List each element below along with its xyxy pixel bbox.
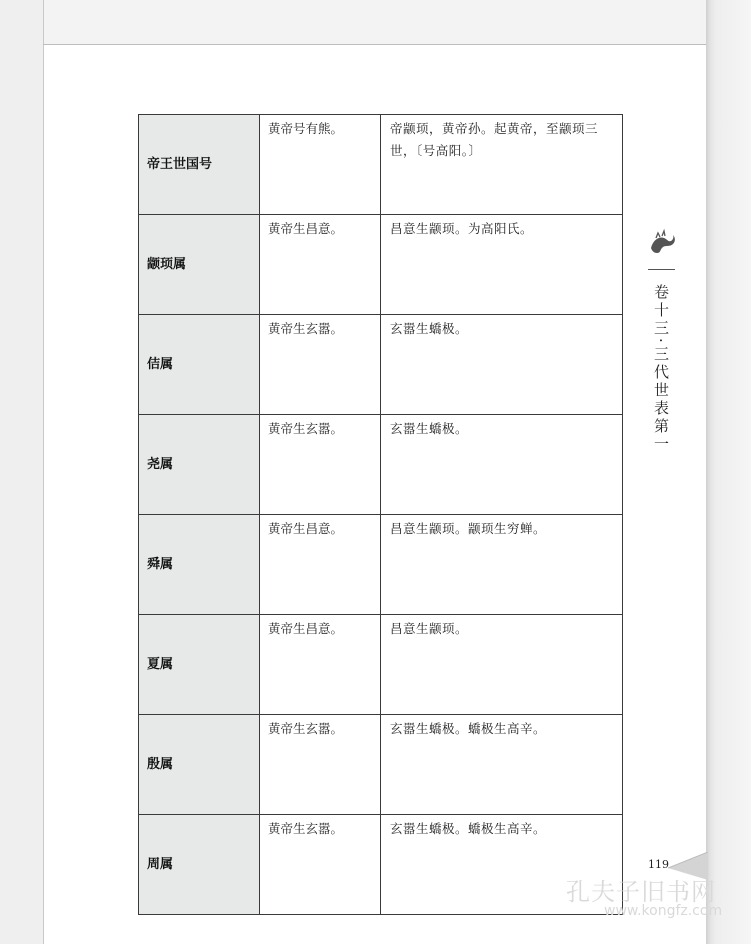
side-rule	[648, 269, 675, 270]
descendant-cell: 昌意生颛顼。	[381, 615, 623, 715]
ancestor-cell: 黄帝生昌意。	[260, 615, 381, 715]
table-row	[139, 315, 623, 415]
descendant-cell: 昌意生颛顼。为高阳氏。	[381, 215, 623, 315]
table-row	[139, 215, 623, 315]
table-row	[139, 715, 623, 815]
ancestor-cell: 黄帝生玄嚣。	[260, 415, 381, 515]
descendant-cell: 玄嚣生蟜极。	[381, 315, 623, 415]
descendant-cell: 昌意生颛顼。颛顼生穷蝉。	[381, 515, 623, 615]
page-top-edge	[43, 44, 708, 45]
ancestor-cell: 黄帝生玄嚣。	[260, 815, 381, 915]
descendant-cell: 玄嚣生蟜极。	[381, 415, 623, 515]
row-header-cell: 佶属	[139, 315, 260, 415]
ancestor-cell: 黄帝生昌意。	[260, 515, 381, 615]
dragon-icon	[647, 228, 677, 258]
table-row	[139, 515, 623, 615]
left-margin	[0, 0, 43, 944]
table-row	[139, 115, 623, 215]
row-header-cell: 殷属	[139, 715, 260, 815]
table-row	[139, 815, 623, 915]
page-right-edge	[706, 0, 751, 944]
row-header-cell: 周属	[139, 815, 260, 915]
volume-title: 卷十三·三代世表第一	[652, 284, 670, 454]
row-header-cell: 帝王世国号	[139, 115, 260, 215]
descendant-cell: 帝颛顼，黄帝孙。起黄帝，至颛顼三世，〔号高阳。〕	[381, 115, 623, 215]
top-margin	[43, 0, 708, 44]
descendant-cell: 玄嚣生蟜极。蟜极生高辛。	[381, 815, 623, 915]
ancestor-cell: 黄帝生昌意。	[260, 215, 381, 315]
table-row	[139, 615, 623, 715]
row-header-cell: 舜属	[139, 515, 260, 615]
row-header-cell: 尧属	[139, 415, 260, 515]
genealogy-table-body	[139, 115, 623, 915]
row-header-cell: 颛顼属	[139, 215, 260, 315]
row-header-cell: 夏属	[139, 615, 260, 715]
ancestor-cell: 黄帝生玄嚣。	[260, 715, 381, 815]
descendant-cell: 玄嚣生蟜极。蟜极生高辛。	[381, 715, 623, 815]
ancestor-cell: 黄帝生玄嚣。	[260, 315, 381, 415]
ancestor-cell: 黄帝号有熊。	[260, 115, 381, 215]
watermark-url: www.kongfz.com	[604, 903, 723, 919]
page-left-edge	[43, 0, 44, 944]
page-number: 119	[648, 858, 669, 871]
watermark-text: 孔夫子旧书网	[566, 878, 716, 906]
genealogy-table	[138, 114, 623, 915]
table-row	[139, 415, 623, 515]
